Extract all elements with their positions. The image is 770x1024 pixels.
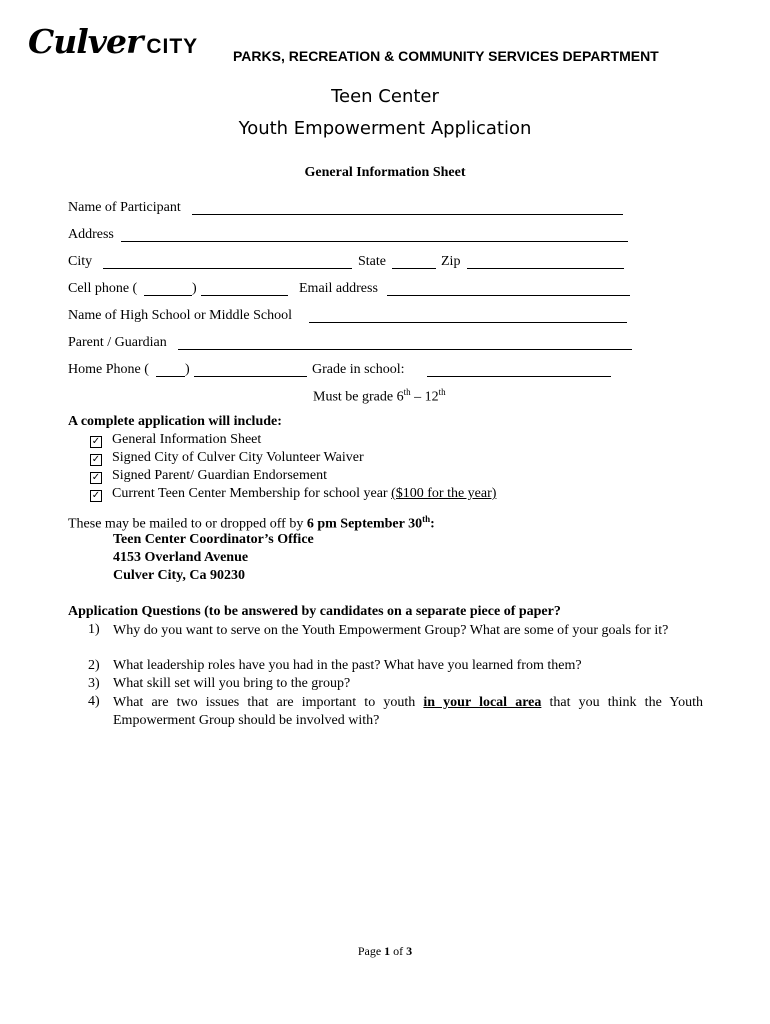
grade-field[interactable] [427,362,611,377]
grade-requirement-note [313,387,446,406]
cell-number-field[interactable] [201,281,288,296]
city-label: City [68,254,93,269]
page-number [0,944,770,959]
checklist-item-label: General Information Sheet [112,432,262,447]
page-word: Page [357,944,385,958]
home-area-code-field[interactable] [156,362,185,377]
checklist-item [90,468,327,484]
logo-city-text: CITY [146,35,199,58]
checklist-item [90,486,496,502]
checklist-item [90,432,261,448]
home-phone-row [68,362,614,382]
checked-box-icon: ✓ [91,454,101,465]
guardian-field[interactable] [178,335,632,350]
school-field[interactable] [309,308,627,323]
checklist-item-label: Current Teen Center Membership for school year [112,486,388,501]
school-row [68,308,630,328]
participant-field[interactable] [192,200,623,215]
checked-box-icon: ✓ [91,490,101,501]
checked-box-icon: ✓ [91,472,101,483]
checklist-item-label: Signed Parent/ Guardian Endorsement [112,468,328,483]
address-street: 4153 Overland Avenue [113,550,249,565]
grade-note-prefix: Must be grade 6 [313,389,404,405]
address-row [68,227,630,247]
question-text: What leadership roles have you had in the past? What have you learned from them? [113,658,582,673]
page-current: 1 [384,944,391,958]
cell-paren-close: ) [192,281,197,296]
city-row [68,254,628,274]
checklist-item [90,450,364,466]
culver-city-logo [28,22,198,62]
grade-note-sup2: th [438,387,446,397]
participant-label: Name of Participant [68,200,181,215]
address-label: Address [68,227,114,242]
of-word: of [390,944,407,958]
mailing-text: These may be mailed to or dropped off by [68,516,307,532]
questions-heading: Application Questions (to be answered by candidates on a separate piece of paper? [68,604,561,619]
home-paren-close: ) [185,362,190,377]
deadline: 6 pm September 30 [306,516,423,532]
guardian-label: Parent / Guardian [68,335,167,350]
question-text: What skill set will you bring to the group? [113,676,351,691]
address-field[interactable] [121,227,628,242]
email-label: Email address [299,281,378,296]
department-name: PARKS, RECREATION & COMMUNITY SERVICES DEPARTMENT [233,48,659,64]
address-office: Teen Center Coordinator’s Office [113,532,314,547]
deadline-sup: th [422,514,431,524]
zip-label: Zip [441,254,461,269]
question-emphasis: in your local area [423,695,542,710]
checklist-item-label: Signed City of Culver City Volunteer Waiver [112,450,364,465]
address-city: Culver City, Ca 90230 [113,568,245,583]
complete-application-heading: A complete application will include: [68,414,282,429]
deadline-colon: : [430,516,435,532]
school-label: Name of High School or Middle School [68,308,292,323]
question-text [113,694,703,730]
mailing-instructions [68,514,435,533]
guardian-row [68,335,634,355]
checked-box-icon: ✓ [91,436,101,447]
grade-note-sup1: th [403,387,411,397]
state-label: State [358,254,386,269]
logo-script-text: Culver [28,22,143,61]
question-text: Why do you want to serve on the Youth Empowerment Group? What are some of your goals for it? [113,623,669,638]
question-text-after: that you think the Youth Empowerment Group should be involved with? [113,695,704,728]
city-field[interactable] [103,254,352,269]
subtitle: General Information Sheet [304,165,466,180]
zip-field[interactable] [467,254,624,269]
cell-area-code-field[interactable] [144,281,192,296]
cell-phone-label: Cell phone ( [68,281,138,296]
question-number: 2) [88,658,100,673]
email-field[interactable] [387,281,630,296]
membership-fee: ($100 for the year) [391,486,497,501]
grade-note-mid: – 12 [410,389,439,405]
participant-row [68,200,628,220]
page-total: 3 [406,944,413,958]
title-application: Youth Empowerment Application [238,118,532,139]
cell-phone-row [68,281,632,301]
home-number-field[interactable] [194,362,307,377]
home-phone-label: Home Phone ( [68,362,149,377]
grade-label: Grade in school: [312,362,405,377]
question-number: 3) [88,676,100,691]
question-text-before: What are two issues that are important to youth [113,695,424,710]
state-field[interactable] [392,254,436,269]
question-number: 1) [88,622,100,637]
question-number: 4) [88,694,100,709]
title-teen-center: Teen Center [331,86,439,107]
